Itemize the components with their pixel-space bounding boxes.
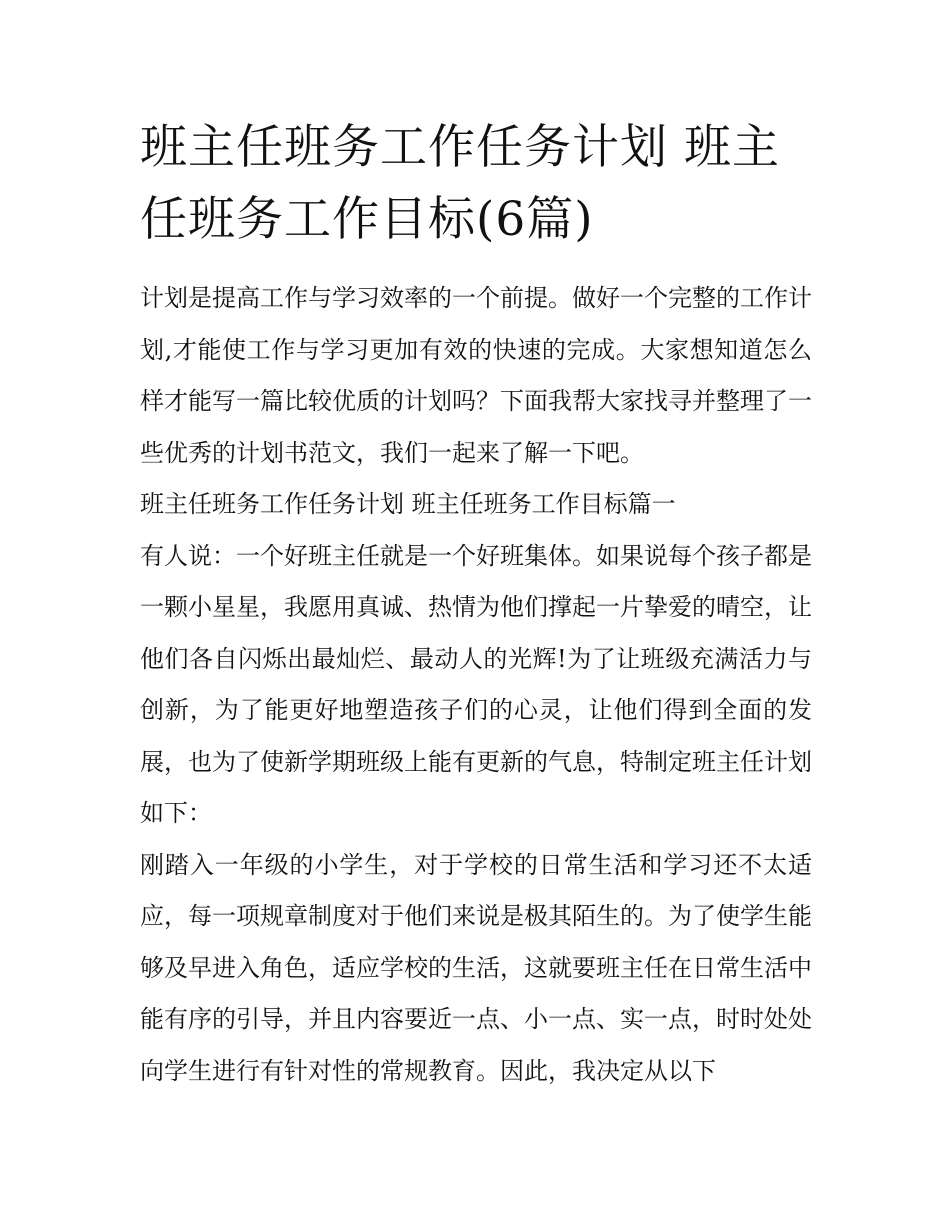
- document-body: [140, 273, 812, 1097]
- section-heading: 班主任班务工作任务计划 班主任班务工作目标篇一: [140, 490, 676, 518]
- body-paragraph: 有人说：一个好班主任就是一个好班集体。如果说每个孩子都是一颗小星星，我愿用真诚、热情为他们撑起一片挚爱的晴空，让他们各自闪烁出最灿烂、最动人的光辉!为了让班级充满活力与创新，为了能更好地塑造孩子们的心灵，让他们得到全面的发展，也为了使新学期班级上能有更新的气息，特制定班主任计划如下：: [140, 541, 812, 827]
- document-title: 班主任班务工作任务计划 班主任班务工作目标(6篇): [140, 120, 780, 247]
- document-page: [140, 112, 812, 1097]
- intro-paragraph: 计划是提高工作与学习效率的一个前提。做好一个完整的工作计划,才能使工作与学习更加有效的快速的完成。大家想知道怎么样才能写一篇比较优质的计划吗？下面我帮大家找寻并整理了一些优秀的计划书范文，我们一起来了解一下吧。: [140, 284, 812, 467]
- body-paragraph: 刚踏入一年级的小学生，对于学校的日常生活和学习还不太适应，每一项规章制度对于他们来说是极其陌生的。为了使学生能够及早进入角色，适应学校的生活，这就要班主任在日常生活中能有序的引导，并且内容要近一点、小一点、实一点，时时处处向学生进行有针对性的常规教育。因此，我决定从以下: [140, 850, 812, 1085]
